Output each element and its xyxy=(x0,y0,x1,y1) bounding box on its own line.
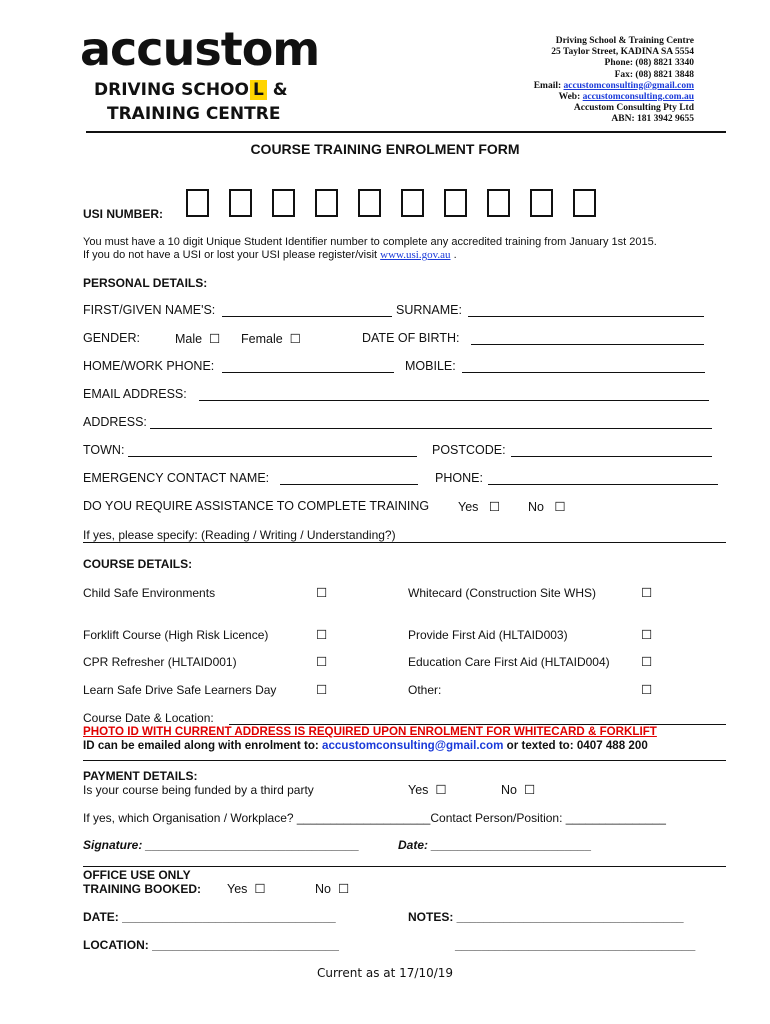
payment-yes-label: Yes xyxy=(408,783,429,797)
male-checkbox[interactable]: ☐ xyxy=(209,332,221,346)
address-field[interactable] xyxy=(150,428,712,429)
usi-note-2-text: If you do not have a USI or lost your USI please register/visit xyxy=(83,249,378,261)
training-booked-yes-label: Yes xyxy=(227,882,248,896)
dob-label: DATE OF BIRTH: xyxy=(362,331,460,345)
usi-digit-box[interactable] xyxy=(229,189,252,217)
usi-digit-box[interactable] xyxy=(358,189,381,217)
company-web-link[interactable]: accustomconsulting.com.au xyxy=(582,92,694,103)
company-abn: ABN: 181 3942 9655 xyxy=(611,114,694,125)
payment-no-label: No xyxy=(501,783,517,797)
emergency-phone-field[interactable] xyxy=(488,484,718,485)
gender-female[interactable] xyxy=(241,331,301,346)
course-other-checkbox[interactable]: ☐ xyxy=(641,683,653,697)
payment-question: Is your course being funded by a third party xyxy=(83,783,314,797)
usi-note-2-end: . xyxy=(453,249,457,261)
course-first-aid: Provide First Aid (HLTAID003) xyxy=(408,628,568,642)
course-child-safe: Child Safe Environments xyxy=(83,586,216,600)
header-divider xyxy=(86,131,726,133)
usi-note-1: You must have a 10 digit Unique Student Identifier number to complete any accredited training from January 1st 2015. xyxy=(83,236,657,248)
payment-heading: PAYMENT DETAILS: xyxy=(83,769,198,783)
dob-field[interactable] xyxy=(471,344,704,345)
office-date-field[interactable]: DATE: ________________________________ xyxy=(83,910,336,924)
payment-no[interactable] xyxy=(501,782,535,797)
payment-yes-checkbox[interactable]: ☐ xyxy=(435,783,447,797)
training-booked-no-checkbox[interactable]: ☐ xyxy=(337,882,350,896)
assistance-specify-field[interactable] xyxy=(83,542,726,543)
id-email-text: ID can be emailed along with enrolment to: xyxy=(83,739,319,752)
logo-ampersand: & xyxy=(272,80,288,100)
home-phone-label: HOME/WORK PHONE: xyxy=(83,359,215,373)
course-divider xyxy=(83,760,726,761)
web-label: Web: xyxy=(558,92,581,103)
course-heading: COURSE DETAILS: xyxy=(83,557,193,571)
assistance-no-checkbox[interactable]: ☐ xyxy=(554,500,566,514)
course-education-care: Education Care First Aid (HLTAID004) xyxy=(408,655,610,669)
company-name: Driving School & Training Centre xyxy=(555,36,694,46)
course-date-location-label: Course Date & Location: xyxy=(83,711,214,725)
logo-line-1 xyxy=(94,80,288,100)
emergency-contact-label: EMERGENCY CONTACT NAME: xyxy=(83,471,270,485)
usi-digit-box[interactable] xyxy=(487,189,510,217)
course-first-aid-checkbox[interactable]: ☐ xyxy=(641,628,653,642)
course-other: Other: xyxy=(408,683,442,697)
logo-line-2: TRAINING CENTRE xyxy=(107,104,281,124)
company-street: 25 Taylor Street, KADINA SA 5554 xyxy=(551,47,694,58)
usi-website-link[interactable]: www.usi.gov.au xyxy=(380,249,451,261)
company-phone: Phone: (08) 8821 3340 xyxy=(604,58,694,69)
payment-organisation-row[interactable]: If yes, which Organisation / Workplace? ____________________Contact Person/Position: _______________ xyxy=(83,811,666,825)
course-forklift-checkbox[interactable]: ☐ xyxy=(316,628,328,642)
surname-field[interactable] xyxy=(468,316,704,317)
emergency-contact-field[interactable] xyxy=(280,484,418,485)
payment-date-field[interactable]: Date: ________________________ xyxy=(398,838,592,852)
id-text-number: or texted to: 0407 488 200 xyxy=(506,739,648,752)
company-fax: Fax: (08) 8821 3848 xyxy=(614,69,694,80)
office-location-field[interactable]: LOCATION: ____________________________ xyxy=(83,938,339,952)
signature-field[interactable]: Signature: ________________________________ xyxy=(83,838,360,852)
postcode-label: POSTCODE: xyxy=(432,443,506,457)
company-details xyxy=(534,36,694,126)
assistance-no[interactable] xyxy=(528,499,566,514)
course-forklift: Forklift Course (High Risk Licence) xyxy=(83,628,269,642)
address-label: ADDRESS: xyxy=(83,415,147,429)
male-label: Male xyxy=(175,332,203,346)
assistance-yes-label: Yes xyxy=(458,500,479,514)
assistance-yes[interactable] xyxy=(458,499,500,514)
home-phone-field[interactable] xyxy=(222,372,394,373)
training-booked-yes-checkbox[interactable]: ☐ xyxy=(254,882,266,896)
usi-note-2 xyxy=(83,249,457,262)
mobile-label: MOBILE: xyxy=(405,359,456,373)
usi-digit-box[interactable] xyxy=(315,189,338,217)
email-address-label: EMAIL ADDRESS: xyxy=(83,387,187,401)
surname-label: SURNAME: xyxy=(396,303,462,317)
training-booked-label: TRAINING BOOKED: xyxy=(83,882,201,896)
company-email-row xyxy=(534,81,694,92)
usi-digit-box[interactable] xyxy=(444,189,467,217)
gender-label: GENDER: xyxy=(83,331,140,345)
female-label: Female xyxy=(241,332,283,346)
company-email-link[interactable]: accustomconsulting@gmail.com xyxy=(563,80,694,91)
usi-label: USI NUMBER: xyxy=(83,207,163,221)
first-name-field[interactable] xyxy=(222,316,392,317)
email-address-field[interactable] xyxy=(199,400,709,401)
town-label: TOWN: xyxy=(83,443,125,457)
photo-id-warning: PHOTO ID WITH CURRENT ADDRESS IS REQUIRED UPON ENROLMENT FOR WHITECARD & FORKLIFT xyxy=(83,725,657,738)
company-entity: Accustom Consulting Pty Ltd xyxy=(573,103,694,114)
course-cpr-checkbox[interactable]: ☐ xyxy=(316,655,328,669)
female-checkbox[interactable]: ☐ xyxy=(289,332,301,346)
usi-digit-box[interactable] xyxy=(186,189,209,217)
brand-logo: accustom xyxy=(80,22,320,76)
training-booked-no-label: No xyxy=(315,882,331,896)
assistance-no-label: No xyxy=(528,500,544,514)
training-booked-yes[interactable] xyxy=(227,881,266,896)
usi-digit-box[interactable] xyxy=(530,189,553,217)
course-child-safe-checkbox[interactable]: ☐ xyxy=(316,586,328,600)
form-title: COURSE TRAINING ENROLMENT FORM xyxy=(250,141,520,157)
id-email-instructions xyxy=(83,739,648,752)
mobile-field[interactable] xyxy=(462,372,705,373)
postcode-field[interactable] xyxy=(511,456,712,457)
assistance-specify: If yes, please specify: (Reading / Writing / Understanding?) xyxy=(83,528,396,542)
course-learners-day: Learn Safe Drive Safe Learners Day xyxy=(83,683,277,697)
payment-no-checkbox[interactable]: ☐ xyxy=(523,783,536,797)
learner-plate-icon: L xyxy=(250,80,267,100)
course-learners-day-checkbox[interactable]: ☐ xyxy=(316,683,328,697)
payment-yes[interactable] xyxy=(408,782,447,797)
office-notes-field[interactable]: NOTES: __________________________________ xyxy=(408,910,684,924)
course-whitecard: Whitecard (Construction Site WHS) xyxy=(408,586,597,600)
office-notes-line-2[interactable]: ____________________________________ xyxy=(455,938,696,952)
course-cpr: CPR Refresher (HLTAID001) xyxy=(83,655,237,669)
course-whitecard-checkbox[interactable]: ☐ xyxy=(641,586,653,600)
office-heading: OFFICE USE ONLY xyxy=(83,868,191,882)
personal-heading: PERSONAL DETAILS: xyxy=(83,276,208,290)
footer-version: Current as at 17/10/19 xyxy=(316,966,454,980)
usi-digit-box[interactable] xyxy=(401,189,424,217)
usi-digit-box[interactable] xyxy=(272,189,295,217)
id-email-address[interactable]: accustomconsulting@gmail.com xyxy=(322,739,504,752)
assistance-question: DO YOU REQUIRE ASSISTANCE TO COMPLETE TRAINING xyxy=(83,499,430,513)
payment-divider xyxy=(83,866,726,867)
town-field[interactable] xyxy=(128,456,417,457)
email-label: Email: xyxy=(533,80,562,91)
training-booked-no[interactable] xyxy=(315,881,349,896)
assistance-yes-checkbox[interactable]: ☐ xyxy=(488,500,501,514)
usi-digit-box[interactable] xyxy=(573,189,596,217)
course-education-care-checkbox[interactable]: ☐ xyxy=(641,655,653,669)
gender-male[interactable] xyxy=(175,331,220,346)
company-web-row xyxy=(534,92,694,103)
logo-line-1-text: DRIVING SCHOO xyxy=(94,80,249,100)
emergency-phone-label: PHONE: xyxy=(435,471,483,485)
first-name-label: FIRST/GIVEN NAME'S: xyxy=(83,303,216,317)
